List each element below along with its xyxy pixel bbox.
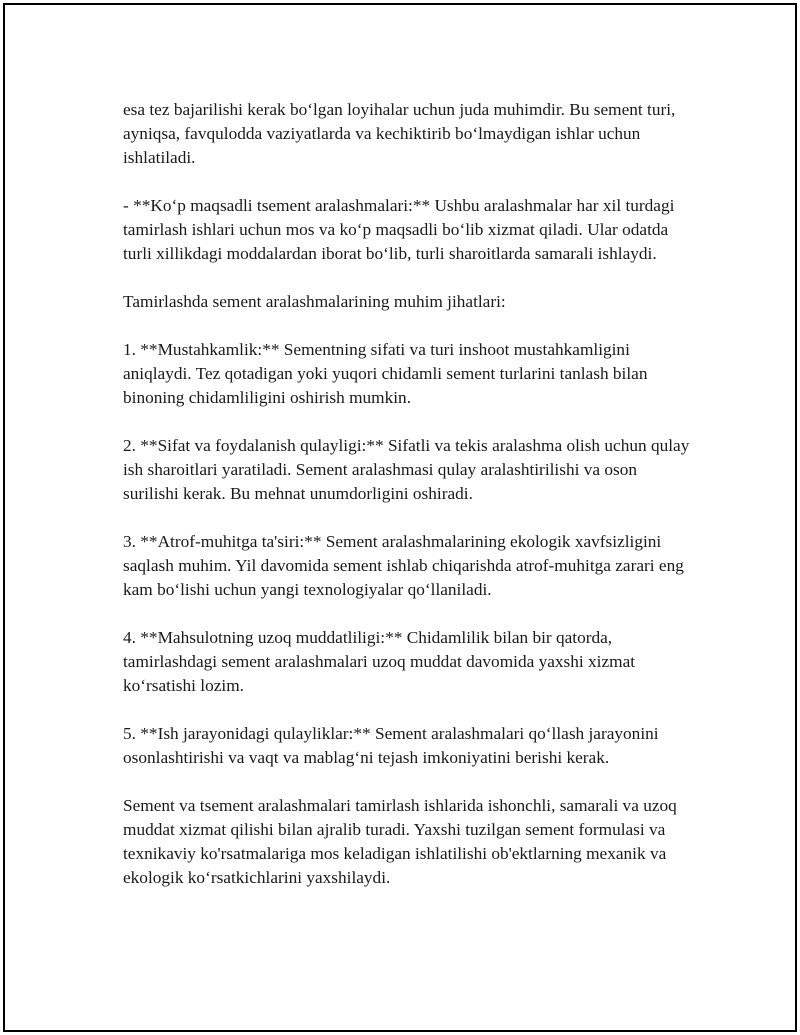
paragraph-multipurpose-cement: - **Ko‘p maqsadli tsement aralashmalari:** Ushbu aralashmalar har xil turdagi tamirlash ishlari uchun mos va ko‘p maqsadli bo‘lib xizmat qiladi. Ular odatda turli xillikdagi moddalardan iborat bo‘lib, turli sharoitlarda samarali ishlaydi.: [123, 196, 675, 263]
list-item-convenience: 5. **Ish jarayonidagi qulayliklar:** Sement aralashmalari qo‘llash jarayonini osonlashtirishi va vaqt va mablag‘ni tejash imkoniyatini berishi kerak.: [123, 724, 659, 767]
document-body: [123, 98, 693, 890]
page-border: [3, 3, 797, 1032]
list-item-strength: 1. **Mustahkamlik:** Sementning sifati va turi inshoot mustahkamligini aniqlaydi. Tez qotadigan yoki yuqori chidamli sement turlarini tanlash bilan binoning chidamliligini oshirish mumkin.: [123, 340, 648, 407]
paragraph-intro-continuation: esa tez bajarilishi kerak bo‘lgan loyihalar uchun juda muhimdir. Bu sement turi, ayniqsa, favqulodda vaziyatlarda va kechiktirib bo‘lmaydigan ishlar uchun ishlatiladi.: [123, 100, 676, 167]
section-heading: Tamirlashda sement aralashmalarining muhim jihatlari:: [123, 292, 506, 311]
list-item-quality: 2. **Sifat va foydalanish qulayligi:** Sifatli va tekis aralashma olish uchun qulay ish sharoitlari yaratiladi. Sement aralashmasi qulay aralashtirilishi va oson surilishi kerak. Bu mehnat unumdorligini oshiradi.: [123, 436, 690, 503]
paragraph-conclusion: Sement va tsement aralashmalari tamirlash ishlarida ishonchli, samarali va uzoq muddat xizmat qilishi bilan ajralib turadi. Yaxshi tuzilgan sement formulasi va texnikaviy ko'rsatmalariga mos keladigan ishlatilishi ob'ektlarning mexanik va ekologik ko‘rsatkichlarini yaxshilaydi.: [123, 796, 677, 887]
list-item-environment: 3. **Atrof-muhitga ta'siri:** Sement aralashmalarining ekologik xavfsizligini saqlash muhim. Yil davomida sement ishlab chiqarishda atrof-muhitga zarari eng kam bo‘lishi uchun yangi texnologiyalar qo‘llaniladi.: [123, 532, 684, 599]
list-item-durability: 4. **Mahsulotning uzoq muddatliligi:** Chidamlilik bilan bir qatorda, tamirlashdagi sement aralashmalari uzoq muddat davomida yaxshi xizmat ko‘rsatishi lozim.: [123, 628, 636, 695]
